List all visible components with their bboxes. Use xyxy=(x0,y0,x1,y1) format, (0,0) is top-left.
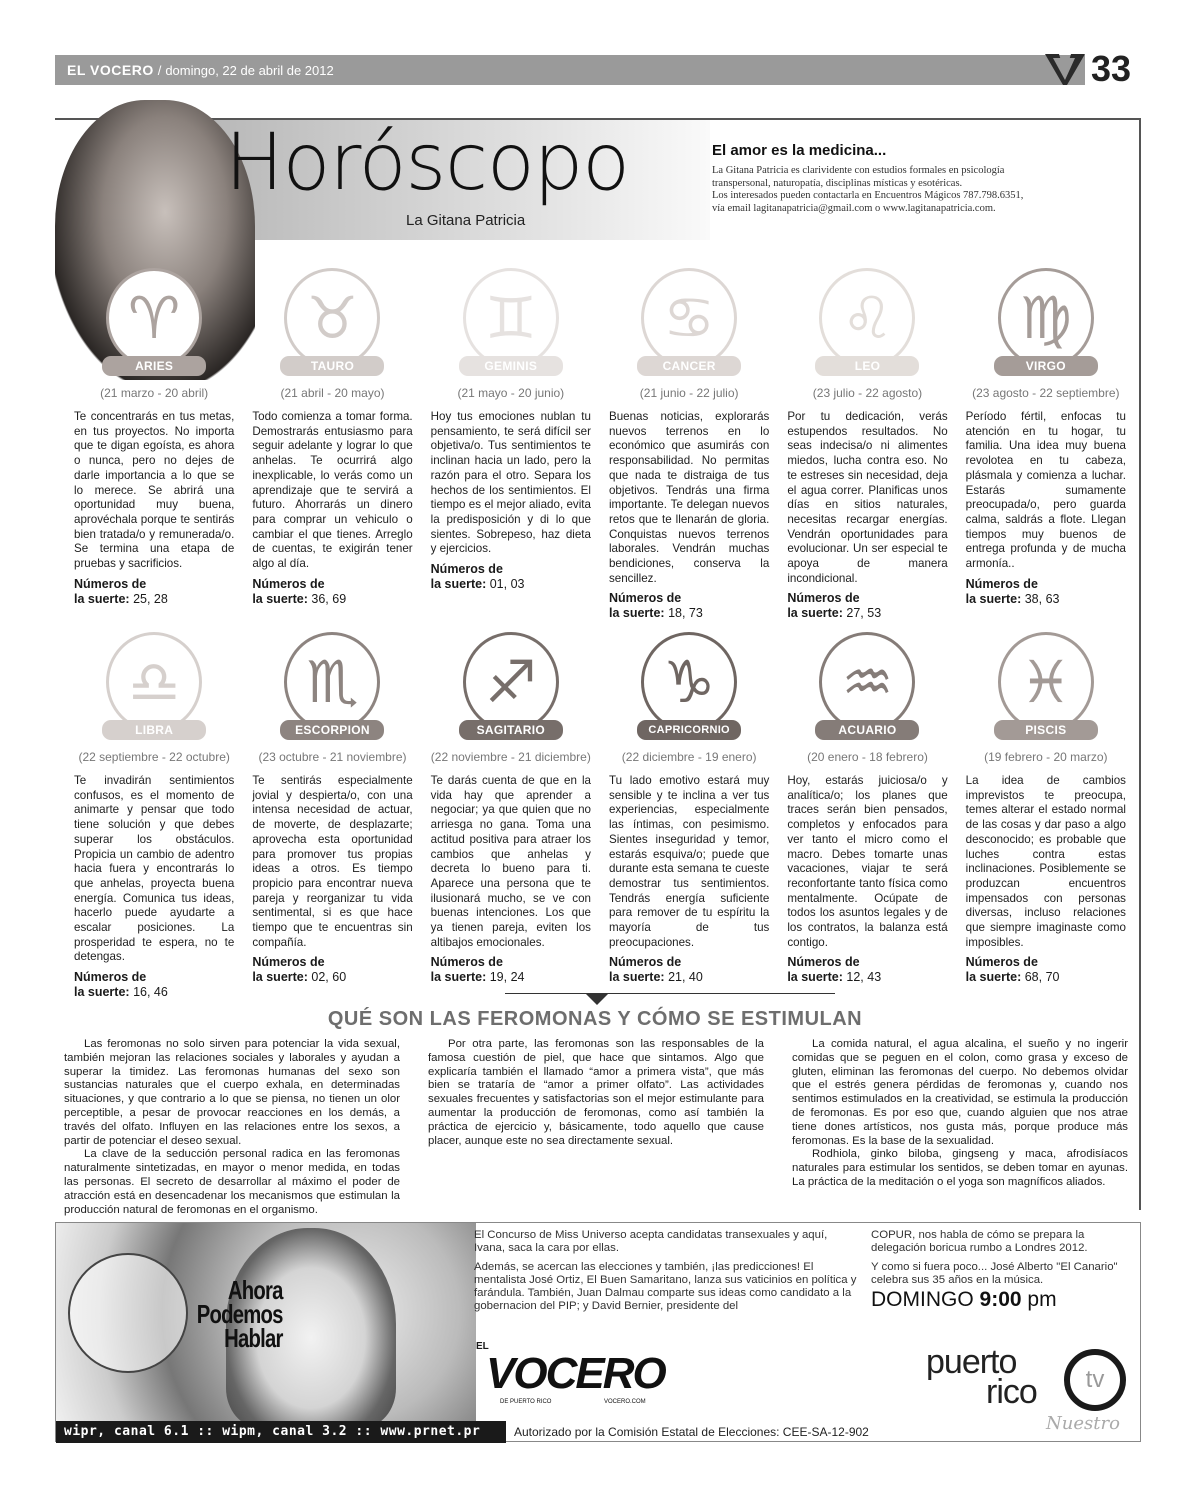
show-title-line: Ahora xyxy=(227,1275,283,1305)
lucky-values: 21, 40 xyxy=(668,970,703,985)
emblem-circle xyxy=(284,632,380,732)
article-paragraph: Las feromonas no solo sirven para potenciar la vida sexual, también mejoran las relaciones sociales y laborales y ayudan a superar la timidez. Las feromonas humanas del sexo son sustancias naturales que el cuerpo exhala, en determinadas situaciones, y que contrario a lo que se piensa, no tienen un olor perceptible, a pesar de provocar reacciones en los demás, a través del olfato. Influyen en las relaciones entre los sexos, a partir de potenciar el deseo sexual. xyxy=(64,1038,400,1147)
aquarius-emblem xyxy=(807,632,927,744)
sign-name: LEO xyxy=(815,356,919,376)
emblem-circle xyxy=(819,268,915,368)
emblem-circle xyxy=(998,632,1094,732)
lucky-label: la suerte: xyxy=(252,970,308,985)
intro-line: vía email lagitanapatricia@gmail.com o www.lagitanapatricia.com. xyxy=(712,202,996,214)
sign-dates: (23 julio - 22 agosto) xyxy=(812,386,923,400)
sign-forecast: Te concentrarás en tus metas, en tus proyectos. No importa que te digan egoísta, es ahora o nunca, pero no dejes de darle importancia a lo que se lo merece. Se abrirá una oportunidad muy buena, aprovéchala porque te sentirás bien tratada/o y remunerada/o. Se termina una etapa de pruebas y sacrificios. xyxy=(74,410,235,571)
sign-dates: (21 abril - 20 mayo) xyxy=(280,386,385,400)
lucky-numbers xyxy=(609,591,769,621)
sign-name: PISCIS xyxy=(994,720,1098,740)
scorpio-icon: ♏ xyxy=(306,648,359,716)
page-header-bar xyxy=(55,55,1085,85)
sign-dates: (21 marzo - 20 abril) xyxy=(100,386,209,400)
broadcast-day: DOMINGO xyxy=(871,1288,974,1311)
signs-row-1 xyxy=(65,268,1135,621)
sign-name: CAPRICORNIO xyxy=(637,720,741,740)
sign-forecast: Tu lado emotivo estará muy sensible y te inclina a ver tus experiencias, especialmente las íntimas, con pesimismo. Sientes inseguridad y temor, estarás esquiva/o; puede que durante esta semana te cueste demostrar tus sentimientos. Tendrás energía suficiente para remover de tu espíritu la mayoría de tus preocupaciones. xyxy=(608,774,770,949)
channel-bar: wipr, canal 6.1 :: wipm, canal 3.2 :: www.prnet.pr xyxy=(56,1421,506,1443)
pisces-icon: ♓ xyxy=(1019,648,1072,716)
sign-taurus xyxy=(243,268,421,621)
emblem-circle xyxy=(819,632,915,732)
logo-tagline: Nuestro xyxy=(1046,1413,1120,1434)
lucky-values: 38, 63 xyxy=(1024,591,1060,606)
sign-dates: (23 agosto - 22 septiembre) xyxy=(972,386,1120,400)
sign-forecast: Por tu dedicación, verás estupendos resultados. No seas indecisa/o ni alimentes miedos, lucha contra eso. No te estreses sin necesidad, deja el agua correr. Planificas unos días en sitios naturales, necesitas recargar energías. Vendrán oportunidades para evolucionar. Un ser especial te apoya de manera incondicional. xyxy=(787,410,948,585)
intro-line: Los interesados pueden contactarla en Encuentros Mágicos 787.798.6351, xyxy=(712,190,1024,201)
logo-subtitle: DE PUERTO RICO xyxy=(500,1399,552,1405)
lucky-values: 25, 28 xyxy=(133,591,168,606)
lucky-numbers xyxy=(74,577,234,607)
lucky-label: la suerte: xyxy=(608,606,665,621)
lucky-numbers xyxy=(252,577,412,607)
sign-cancer xyxy=(600,268,778,621)
lucky-label: Números de xyxy=(608,591,682,606)
lucky-values: 36, 69 xyxy=(311,591,347,606)
el-vocero-logo xyxy=(476,1341,676,1411)
sign-forecast: Te invadirán sentimientos confusos, es el momento de animarte y pensar que todo tiene solución y que debes superar los obstáculos. Propicia un cambio de adentro hacia fuera y encontrarás lo que anhelas, proyecta buena energía. Comunica tus ideas, hacerlo puede ayudarte a escalar posiciones. La prosperidad te espera, no te detengas. xyxy=(74,774,235,964)
lucky-label: Números de xyxy=(252,955,325,970)
logo-tv: tv xyxy=(1085,1366,1105,1393)
show-title-line: Podemos xyxy=(196,1299,283,1329)
ad-copy-left xyxy=(474,1229,859,1319)
sign-name: ESCORPION xyxy=(280,720,384,740)
lucky-label: Números de xyxy=(608,955,682,970)
intro-text xyxy=(712,165,1132,215)
lucky-label: la suerte: xyxy=(608,970,665,985)
intro-line: transpersonal, naturopatía, disciplinas místicas y esotéricas. xyxy=(712,177,963,189)
sign-name: CANCER xyxy=(637,356,741,376)
intro-box xyxy=(712,142,1132,215)
show-logo xyxy=(111,1275,283,1353)
intro-heading: El amor es la medicina... xyxy=(712,142,887,159)
emblem-circle xyxy=(106,268,202,368)
gemini-emblem xyxy=(451,268,571,380)
article-paragraph: La clave de la seducción personal radica en las feromonas naturalmente sintetizadas, en mayor o menor medida, en todas las personas. El secreto de desarrollar al máximo el poder de atracción está en desencadenar los mecanismos que estimulan la producción natural de feromonas en el organismo. xyxy=(64,1148,400,1216)
lucky-numbers xyxy=(74,970,234,1000)
sign-dates: (23 octubre - 21 noviembre) xyxy=(258,750,407,764)
intro-line: La Gitana Patricia es clarividente con estudios formales en psicología xyxy=(712,165,1005,176)
page-number: 33 xyxy=(1091,48,1132,89)
page-number-block xyxy=(1045,48,1131,90)
lucky-label: Números de xyxy=(430,562,503,577)
aries-emblem xyxy=(94,268,214,380)
lucky-label: la suerte: xyxy=(787,606,843,621)
lucky-values: 27, 53 xyxy=(846,606,882,621)
scorpio-emblem xyxy=(272,632,392,744)
vocero-v-logo-icon xyxy=(1045,52,1085,86)
lucky-numbers xyxy=(787,955,947,985)
sign-dates: (21 junio - 22 julio) xyxy=(639,386,739,400)
ad-paragraph: Además, se acercan las elecciones y también, ¡las predicciones! El mentalista José Ortiz, El Buen Samaritano, lanza sus vaticinios en política y farándula. También, Juan Dalmau comparte sus ideas como candidato a la gobernacion del PIP; y David Bernier, presidente del xyxy=(474,1261,857,1312)
sign-sagittarius xyxy=(422,632,600,1000)
lucky-numbers xyxy=(966,955,1126,985)
broadcast-ampm: pm xyxy=(1027,1288,1057,1311)
pisces-emblem xyxy=(986,632,1106,744)
lucky-numbers xyxy=(431,562,591,592)
virgo-icon: ♍ xyxy=(1019,284,1072,352)
ad-paragraph: Y como si fuera poco... José Alberto "El Canario" celebra sus 35 años en la música. xyxy=(871,1261,1118,1286)
sign-aquarius xyxy=(778,632,956,1000)
lucky-label: Números de xyxy=(252,576,325,591)
lucky-values: 01, 03 xyxy=(489,577,525,592)
sign-dates: (22 septiembre - 22 octubre) xyxy=(78,750,230,764)
sign-forecast: Período fértil, enfocas tu atención en tu hogar, tu familia. Una idea muy buena revolotea en tu cabeza, plásmala y comienza a luchar. Estarás sumamente preocupada/o, pero guarda calma, saldrás a flote. Llegan tiempos muy buenos de entrega profunda y de mucha armonía.. xyxy=(965,410,1126,571)
cancer-emblem xyxy=(629,268,749,380)
header-separator: / xyxy=(157,62,162,78)
article-column-2 xyxy=(428,969,764,1217)
issue-date: domingo, 22 de abril de 2012 xyxy=(165,62,334,78)
emblem-circle xyxy=(106,632,202,732)
emblem-circle xyxy=(998,268,1094,368)
tv-ring-icon xyxy=(1064,1349,1126,1411)
sign-dates: (22 diciembre - 19 enero) xyxy=(621,750,757,764)
signs-row-2 xyxy=(65,632,1135,1000)
sign-forecast: Te darás cuenta de que en la vida hay que aprender a negociar; ya que quien que no arriesga no gana. Toma una actitud positiva para atraer los cambios que anhelas y decreta lo bueno para ti. Aparece una persona que te ilusionará mucho, se ve con buenas intenciones. Los que ya tienen pareja, eviten los altibajos emocionales. xyxy=(430,774,591,949)
sign-forecast: Todo comienza a tomar forma. Demostrarás entusiasmo para seguir adelante y lograr lo que anhelas. Te ocurrirá algo inexplicable, lo verás como un aprendizaje que te servirá a futuro. Ahorrarás un dinero para comprar un vehiculo o cambiar el que tienes. Arreglo de cuentas, te exigirán tener algo al día. xyxy=(252,410,413,571)
sign-gemini xyxy=(422,268,600,621)
ad-paragraph: El Concurso de Miss Universo acepta candidatas transexuales y aquí, Ivana, saca la cara por ellas. xyxy=(474,1229,828,1254)
lucky-label: la suerte: xyxy=(252,591,308,606)
taurus-icon: ♉ xyxy=(306,284,359,352)
newspaper-brand: EL VOCERO xyxy=(67,62,154,78)
sign-forecast: Hoy tus emociones nublan tu pensamiento, te será difícil ser objetiva/o. Tus sentimientos te inclinan hacia un lado, pero la razón para el otro. Separa los hechos de los sentimientos. El tiempo es el mejor aliado, evita la predisposición y di lo que sientes. Sobrepeso, haz dieta y ejercicios. xyxy=(430,410,591,556)
lucky-numbers xyxy=(966,577,1126,607)
lucky-values: 12, 43 xyxy=(846,970,882,985)
sign-name: VIRGO xyxy=(994,356,1098,376)
sign-dates: (20 enero - 18 febrero) xyxy=(807,750,928,764)
broadcast-time xyxy=(871,1288,1133,1311)
lucky-label: la suerte: xyxy=(965,591,1022,606)
lucky-label: Números de xyxy=(787,591,860,606)
sign-leo xyxy=(778,268,956,621)
article-column-1 xyxy=(64,1038,400,1217)
lucky-label: la suerte: xyxy=(74,591,130,606)
lucky-numbers xyxy=(252,955,412,985)
sign-name: ARIES xyxy=(102,356,206,376)
sign-dates: (19 febrero - 20 marzo) xyxy=(984,750,1108,764)
sign-dates: (22 noviembre - 21 diciembre) xyxy=(430,750,591,764)
logo-url: VOCERO.COM xyxy=(604,1399,646,1405)
puerto-rico-tv-logo xyxy=(926,1343,1136,1438)
cancer-icon: ♋ xyxy=(663,284,716,352)
logo-vocero: VOCERO xyxy=(486,1349,665,1398)
aries-icon: ♈ xyxy=(128,284,181,352)
section-author: La Gitana Patricia xyxy=(406,212,526,229)
lucky-values: 19, 24 xyxy=(489,970,525,985)
host-photo xyxy=(56,1223,476,1421)
capricorn-icon: ♑ xyxy=(663,648,716,716)
sagittarius-icon: ♐ xyxy=(484,648,537,716)
emblem-circle xyxy=(641,632,737,732)
sign-aries xyxy=(65,268,243,621)
libra-emblem xyxy=(94,632,214,744)
lucky-label: la suerte: xyxy=(430,970,487,985)
section-title: Horóscopo xyxy=(225,118,629,208)
lucky-label: Números de xyxy=(965,576,1038,591)
tv-show-advertisement[interactable] xyxy=(55,1222,1141,1442)
sign-capricorn xyxy=(600,632,778,1000)
lucky-label: la suerte: xyxy=(965,970,1022,985)
lucky-label: Números de xyxy=(965,955,1038,970)
article-paragraph: Por otra parte, las feromonas son las responsables de la famosa cuestión de piel, que hace que sintamos. Algo que explicaría también el llamado “amor a primera vista”, que más bien se trataría de “amor a primer olfato”. Las actividades sexuales frecuentes y satisfactorias son el mejor estimulante para aumentar la producción de feromonas, como así también la práctica de ejercicio y, básicamente, todo aquello que cause placer, aunque este no sea directamente sexual. xyxy=(428,1038,764,1147)
sign-forecast: Te sentirás especialmente jovial y despierta/o, con una intensa necesidad de actuar, de moverte, de desplazarte; aprovecha esta oportunidad para promover tus propias ideas a otros. Es tiempo propicio para encontrar nueva pareja y reorganizar tu vida sentimental, si es que hace tiempo que te encuentras sin compañía. xyxy=(252,774,413,949)
broadcast-hour: 9:00 xyxy=(979,1288,1022,1311)
sign-scorpio xyxy=(243,632,421,1000)
lucky-values: 68, 70 xyxy=(1024,970,1060,985)
ad-copy-right xyxy=(871,1229,1133,1311)
lucky-label: Números de xyxy=(787,955,860,970)
lucky-values: 18, 73 xyxy=(668,606,703,621)
sign-virgo xyxy=(957,268,1135,621)
emblem-circle xyxy=(641,268,737,368)
lucky-label: Números de xyxy=(74,970,147,985)
sign-name: TAURO xyxy=(280,356,384,376)
election-authorization: Autorizado por la Comisión Estatal de Elecciones: CEE-SA-12-902 xyxy=(514,1425,869,1439)
ad-paragraph: COPUR, nos habla de cómo se prepara la delegación boricua rumbo a Londres 2012. xyxy=(871,1229,1088,1254)
article-title: QUÉ SON LAS FEROMONAS Y CÓMO SE ESTIMULAN xyxy=(327,1008,863,1030)
sign-pisces xyxy=(957,632,1135,1000)
sign-forecast: Hoy, estarás juiciosa/o y analítica/o; los planes que traces serán bien pensados, completos y enfocados para ver tanto el micro como el macro. Debes tomarte unas vacaciones, viajar te será reconfortante tanto física como mentalmente. Ocúpate de todos los asuntos legales y de los contratos, la balanza está contigo. xyxy=(787,774,948,949)
leo-emblem xyxy=(807,268,927,380)
sign-dates: (21 mayo - 20 junio) xyxy=(457,386,565,400)
lucky-values: 16, 46 xyxy=(133,985,168,1000)
show-title-line: Hablar xyxy=(224,1323,283,1353)
virgo-emblem xyxy=(986,268,1106,380)
gemini-icon: ♊ xyxy=(484,284,537,352)
emblem-circle xyxy=(284,268,380,368)
lucky-label: la suerte: xyxy=(74,985,130,1000)
sign-name: LIBRA xyxy=(102,720,206,740)
sign-name: GEMINIS xyxy=(459,356,563,376)
sign-forecast: La idea de cambios imprevistos te preocupa, temes alterar el estado normal de las cosas y dar paso a algo desconocido; es probable que luches contra estas inclinaciones. Posiblemente se produzcan encuentros impensados con personas diversas, incluso relaciones que siempre imaginaste como imposibles. xyxy=(965,774,1126,949)
sign-forecast: Buenas noticias, explorarás nuevos terrenos en lo económico que asumirás con responsabilidad. No permitas que nada te distraiga de tus objetivos. Tendrás una firma importante. Te delegan nuevos retos que te llenarán de gloria. Conquistas nuevos terrenos laborales. Vendrán muchas bendiciones, conserva la sencillez. xyxy=(608,410,770,585)
logo-el: EL xyxy=(476,1341,489,1352)
sign-name: SAGITARIO xyxy=(459,720,563,740)
sign-name: ACUARIO xyxy=(815,720,919,740)
article-paragraph: La comida natural, el agua alcalina, el sueño y no ingerir comidas que se peguen en el colon, como grasa y exceso de gluten, eliminan las feromonas del cuerpo. No debemos olvidar que el estrés genera pérdidas de feromonas y, cuando nos sentimos estimulados en la creatividad, se estimula la producción de feromonas. Es por eso que, cuando alguien que nos atrae tiene dones artísticos, nos gusta más, porque produce más feromonas. Es la base de la sexualidad. xyxy=(792,1038,1128,1147)
sign-libra xyxy=(65,632,243,1000)
taurus-emblem xyxy=(272,268,392,380)
logo-word: puerto xyxy=(926,1343,1017,1381)
emblem-circle xyxy=(463,632,559,732)
lucky-label: Números de xyxy=(430,955,503,970)
lucky-numbers xyxy=(787,591,947,621)
capricorn-emblem xyxy=(629,632,749,744)
libra-icon: ♎ xyxy=(128,648,181,716)
sagittarius-emblem xyxy=(451,632,571,744)
logo-word: rico xyxy=(986,1373,1037,1411)
article-body xyxy=(64,1038,1128,1217)
emblem-circle xyxy=(463,268,559,368)
article-column-3 xyxy=(792,1038,1128,1217)
lucky-label: Números de xyxy=(74,576,147,591)
lucky-label: la suerte: xyxy=(787,970,843,985)
lucky-values: 02, 60 xyxy=(311,970,347,985)
lucky-label: la suerte: xyxy=(430,577,487,592)
article-paragraph: Rodhiola, ginko biloba, gingseng y maca, afrodisíacos naturales para estimular los sentidos, se deben tomar en ayunas. La práctica de la meditación o el yoga son magníficos aliados. xyxy=(792,1148,1128,1188)
aquarius-icon: ♒ xyxy=(841,648,894,716)
leo-icon: ♌ xyxy=(841,284,894,352)
